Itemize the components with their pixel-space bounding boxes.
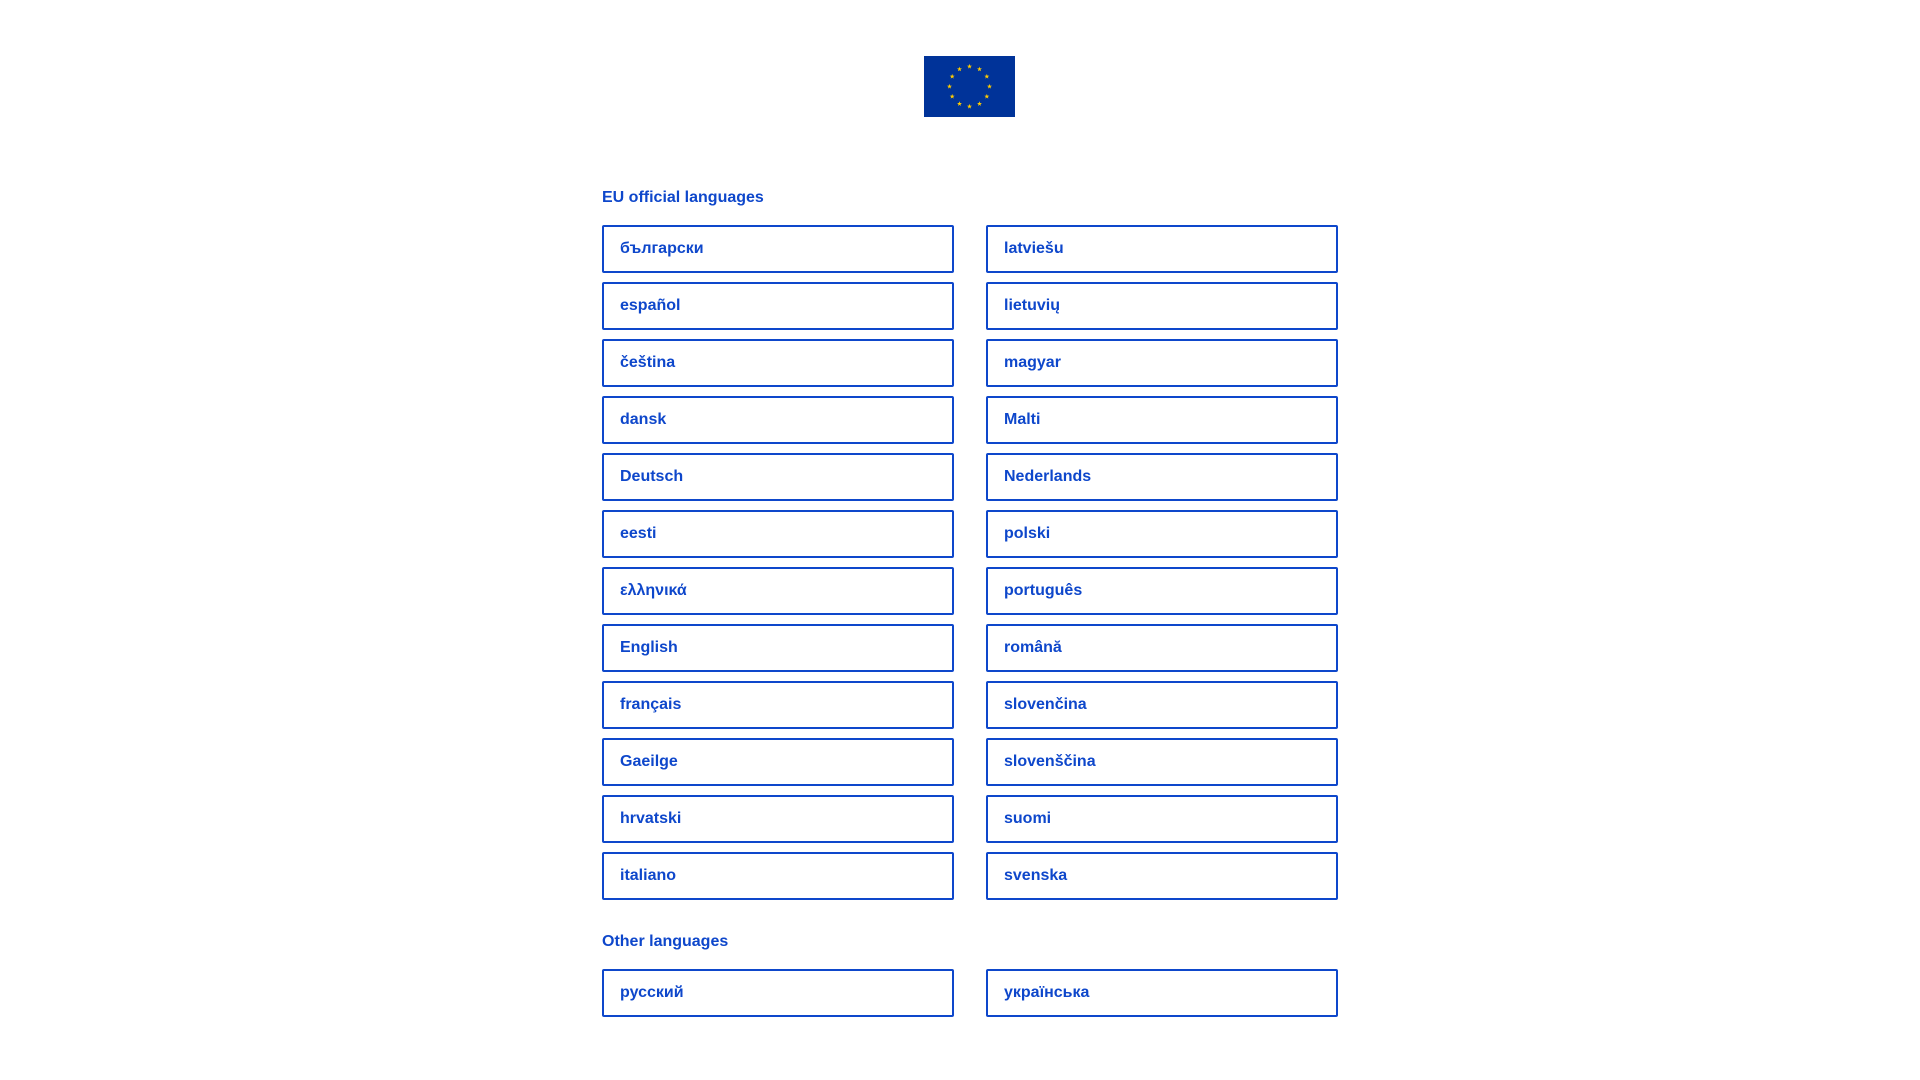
eu-flag-icon <box>924 56 1015 117</box>
language-button[interactable]: latviešu <box>986 225 1338 273</box>
language-button[interactable]: slovenščina <box>986 738 1338 786</box>
language-button[interactable]: svenska <box>986 852 1338 900</box>
section-title-official: EU official languages <box>602 189 764 206</box>
language-button[interactable]: português <box>986 567 1338 615</box>
language-button[interactable]: eesti <box>602 510 954 558</box>
language-button[interactable]: italiano <box>602 852 954 900</box>
language-button[interactable]: magyar <box>986 339 1338 387</box>
section-title-other: Other languages <box>602 933 729 950</box>
language-button[interactable]: română <box>986 624 1338 672</box>
language-button[interactable]: Deutsch <box>602 453 954 501</box>
language-button[interactable]: русский <box>602 969 954 1017</box>
language-button[interactable]: suomi <box>986 795 1338 843</box>
language-button[interactable]: English <box>602 624 954 672</box>
language-button[interactable]: Gaeilge <box>602 738 954 786</box>
language-button[interactable]: українська <box>986 969 1338 1017</box>
language-button[interactable]: ελληνικά <box>602 567 954 615</box>
language-list <box>602 188 1338 1049</box>
language-button[interactable]: Malti <box>986 396 1338 444</box>
language-button[interactable]: español <box>602 282 954 330</box>
language-button[interactable]: hrvatski <box>602 795 954 843</box>
language-button[interactable]: čeština <box>602 339 954 387</box>
language-button[interactable]: български <box>602 225 954 273</box>
official-languages-grid <box>602 225 1338 900</box>
language-button[interactable]: dansk <box>602 396 954 444</box>
language-button[interactable]: lietuvių <box>986 282 1338 330</box>
language-button[interactable]: slovenčina <box>986 681 1338 729</box>
language-button[interactable]: français <box>602 681 954 729</box>
other-languages-grid <box>602 969 1338 1017</box>
language-button[interactable]: polski <box>986 510 1338 558</box>
language-button[interactable]: Nederlands <box>986 453 1338 501</box>
